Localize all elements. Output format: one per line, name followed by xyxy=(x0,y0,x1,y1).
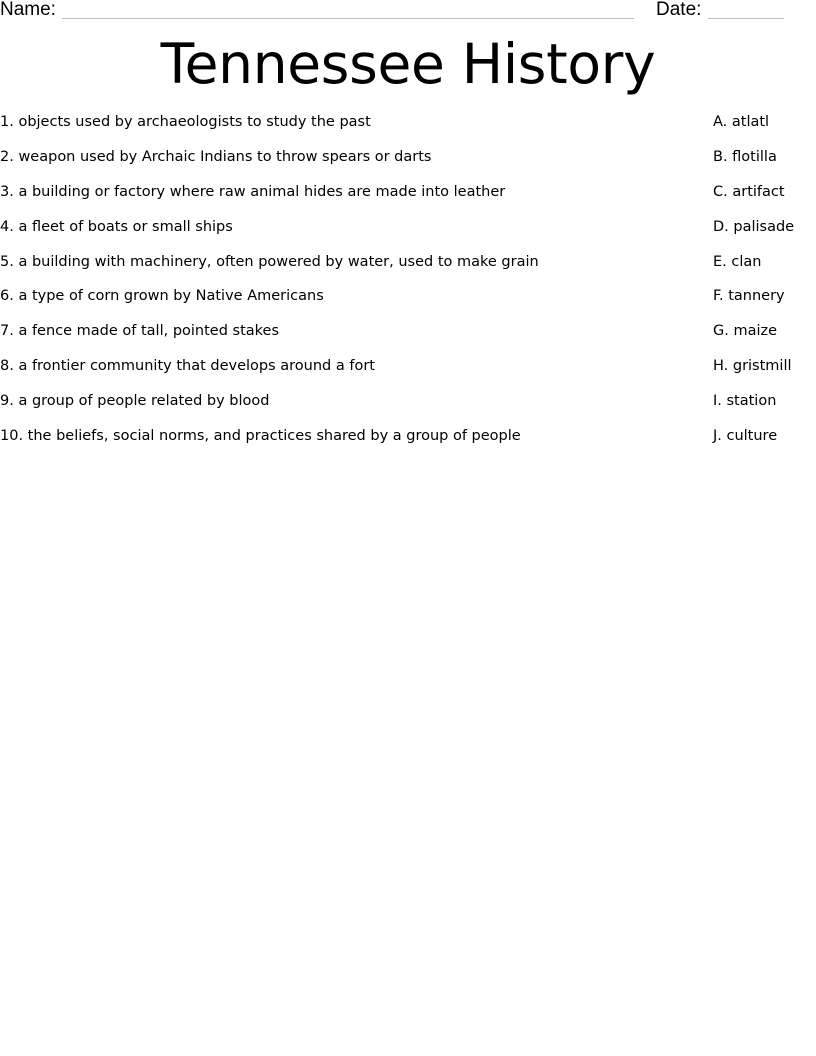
date-label: Date: xyxy=(656,0,702,20)
date-blank-line[interactable] xyxy=(708,18,784,19)
name-blank-line[interactable] xyxy=(62,18,634,19)
name-label: Name: xyxy=(0,0,56,20)
answer-option: A. atlatl xyxy=(713,114,770,130)
matching-row xyxy=(0,355,816,390)
matching-row xyxy=(0,320,816,355)
matching-row xyxy=(0,251,816,286)
clue-text: 8. a frontier community that develops around a fort xyxy=(0,358,375,375)
clue-text: 10. the beliefs, social norms, and practices shared by a group of people xyxy=(0,428,521,445)
matching-row xyxy=(0,425,816,460)
clue-text: 7. a fence made of tall, pointed stakes xyxy=(0,323,280,340)
answer-option: F. tannery xyxy=(713,288,785,305)
page-title: Tennessee History xyxy=(160,32,656,96)
clue-text: 6. a type of corn grown by Native Americans xyxy=(0,288,324,305)
clue-text: 1. objects used by archaeologists to study the past xyxy=(0,114,371,130)
matching-row xyxy=(0,216,816,251)
matching-row xyxy=(0,285,816,320)
matching-list xyxy=(0,111,816,460)
answer-option: D. palisade xyxy=(713,218,795,235)
clue-text: 2. weapon used by Archaic Indians to throw spears or darts xyxy=(0,148,432,165)
matching-row xyxy=(0,181,816,216)
answer-option: I. station xyxy=(713,393,777,410)
answer-option: J. culture xyxy=(713,428,778,445)
matching-row xyxy=(0,146,816,181)
clue-text: 4. a fleet of boats or small ships xyxy=(0,218,233,235)
answer-option: C. artifact xyxy=(713,183,785,200)
answer-option: B. flotilla xyxy=(713,148,777,165)
matching-row xyxy=(0,111,816,146)
clue-text: 9. a group of people related by blood xyxy=(0,393,270,410)
answer-option: G. maize xyxy=(713,323,778,340)
worksheet-header xyxy=(0,0,816,24)
answer-option: E. clan xyxy=(713,253,762,270)
matching-row xyxy=(0,390,816,425)
clue-text: 5. a building with machinery, often powered by water, used to make grain xyxy=(0,253,539,270)
answer-option: H. gristmill xyxy=(713,358,792,375)
clue-text: 3. a building or factory where raw animal hides are made into leather xyxy=(0,183,506,200)
